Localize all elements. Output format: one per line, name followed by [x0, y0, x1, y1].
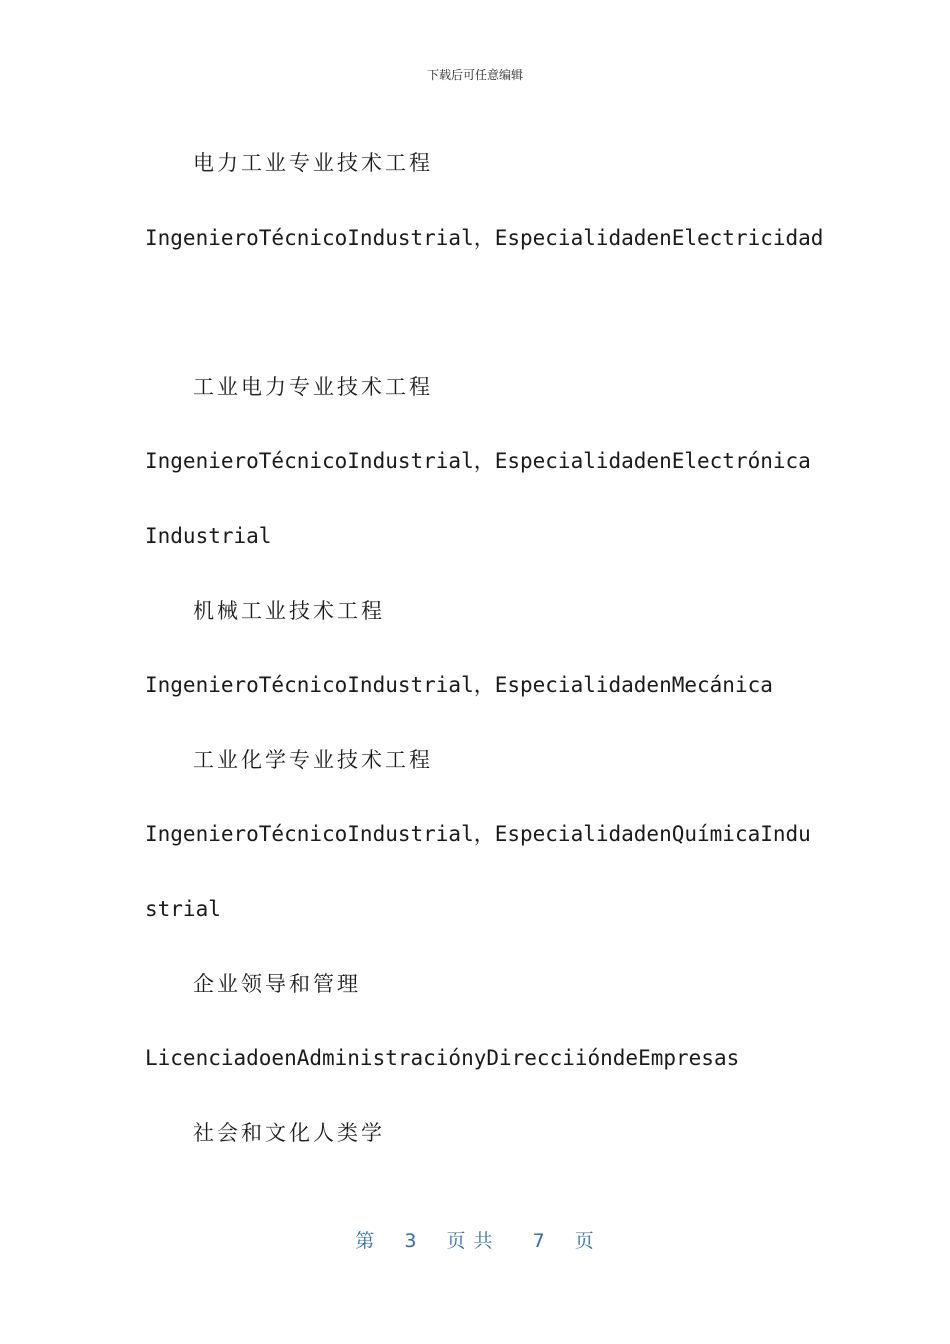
footer-page-number: 3 — [404, 1230, 418, 1252]
footer-suffix: 页 — [574, 1230, 595, 1252]
page-footer — [0, 1226, 950, 1253]
footer-middle: 页 共 — [446, 1230, 494, 1252]
heading-industrial-chemistry: 工业化学专业技术工程 — [193, 747, 433, 772]
blank-line — [145, 275, 825, 350]
heading-electric-power: 电力工业专业技术工程 — [193, 151, 433, 175]
translation-administracion: LicenciadoenAdministraciónyDirecciióndeEmpresas — [145, 1046, 740, 1071]
translation-quimica: IngenieroTécnicoIndustrial，EspecialidadenQuímicaIndu — [145, 822, 811, 847]
document-body — [145, 126, 825, 1170]
translation-mecanica: IngenieroTécnicoIndustrial，EspecialidadenMecánica — [145, 673, 773, 698]
footer-total-pages: 7 — [532, 1230, 546, 1252]
heading-anthropology: 社会和文化人类学 — [193, 1120, 385, 1145]
page-header: 下载后可任意编辑 — [426, 68, 523, 82]
translation-electricidad: IngenieroTécnicoIndustrial，EspecialidadenElectricidad — [145, 225, 824, 250]
translation-quimica-cont: strial — [145, 896, 221, 921]
translation-electronica-cont: Industrial — [145, 523, 272, 548]
heading-business-management: 企业领导和管理 — [193, 971, 361, 996]
heading-industrial-power: 工业电力专业技术工程 — [193, 374, 433, 399]
translation-electronica: IngenieroTécnicoIndustrial，EspecialidadenElectrónica — [145, 449, 811, 474]
heading-mechanical: 机械工业技术工程 — [193, 598, 385, 623]
footer-prefix: 第 — [355, 1230, 376, 1252]
